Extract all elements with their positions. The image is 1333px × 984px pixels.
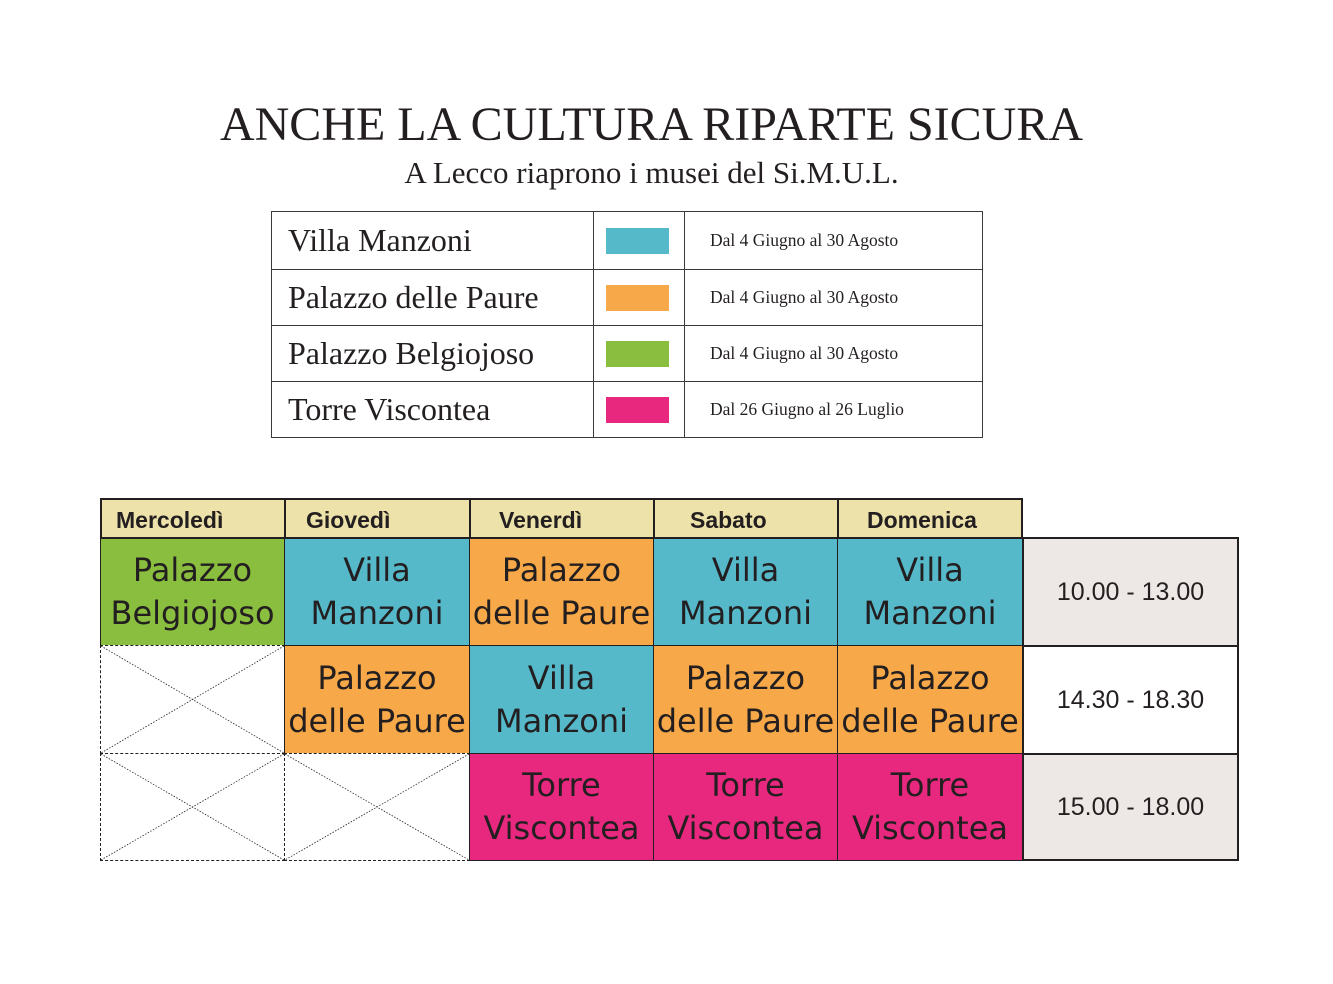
closed-cell <box>100 645 285 754</box>
day-header-wednesday: Mercoledì <box>100 498 286 539</box>
closed-cell <box>284 753 470 861</box>
legend-opening-dates: Dal 4 Giugno al 30 Agosto <box>710 230 899 250</box>
schedule-cell: Villa Manzoni <box>284 538 470 646</box>
legend-color-swatch <box>606 285 669 311</box>
schedule-cell: Villa Manzoni <box>837 538 1023 646</box>
day-header-sunday: Domenica <box>837 498 1023 539</box>
legend-museum-name: Torre Viscontea <box>288 391 491 427</box>
day-header-thursday: Giovedì <box>284 498 471 539</box>
legend-museum-name: Palazzo delle Paure <box>288 279 539 315</box>
legend-row-torre-viscontea <box>272 382 982 437</box>
schedule-cell: Palazzo delle Paure <box>837 645 1023 754</box>
time-slot-label: 15.00 - 18.00 <box>1022 753 1239 861</box>
schedule-cell: Palazzo delle Paure <box>653 645 838 754</box>
schedule-cell: Torre Viscontea <box>653 753 838 861</box>
legend-opening-dates: Dal 26 Giugno al 26 Luglio <box>710 399 904 419</box>
legend-opening-dates: Dal 4 Giugno al 30 Agosto <box>710 343 899 363</box>
legend-row-villa-manzoni <box>272 212 982 270</box>
schedule-cell: Palazzo delle Paure <box>469 538 654 646</box>
day-header-friday: Venerdì <box>469 498 655 539</box>
schedule-cell: Villa Manzoni <box>469 645 654 754</box>
time-slot-label: 10.00 - 13.00 <box>1022 537 1239 647</box>
page-subtitle: A Lecco riaprono i musei del Si.M.U.L. <box>404 155 899 190</box>
museum-legend <box>271 211 983 438</box>
schedule-cell: Torre Viscontea <box>469 753 654 861</box>
legend-color-swatch <box>606 397 669 423</box>
legend-opening-dates: Dal 4 Giugno al 30 Agosto <box>710 287 899 307</box>
closed-cell <box>100 753 285 861</box>
legend-museum-name: Villa Manzoni <box>288 222 472 258</box>
time-slot-label: 14.30 - 18.30 <box>1022 645 1239 755</box>
legend-color-swatch <box>606 341 669 367</box>
weekly-schedule <box>100 498 1239 861</box>
legend-row-palazzo-belgiojoso <box>272 326 982 382</box>
page-title: ANCHE LA CULTURA RIPARTE SICURA <box>219 98 1084 151</box>
legend-row-palazzo-delle-paure <box>272 270 982 326</box>
day-header-saturday: Sabato <box>653 498 839 539</box>
schedule-cell: Palazzo delle Paure <box>284 645 470 754</box>
legend-museum-name: Palazzo Belgiojoso <box>288 335 535 371</box>
schedule-cell: Torre Viscontea <box>837 753 1023 861</box>
schedule-cell: Villa Manzoni <box>653 538 838 646</box>
schedule-cell: Palazzo Belgiojoso <box>100 538 285 646</box>
legend-color-swatch <box>606 228 669 254</box>
